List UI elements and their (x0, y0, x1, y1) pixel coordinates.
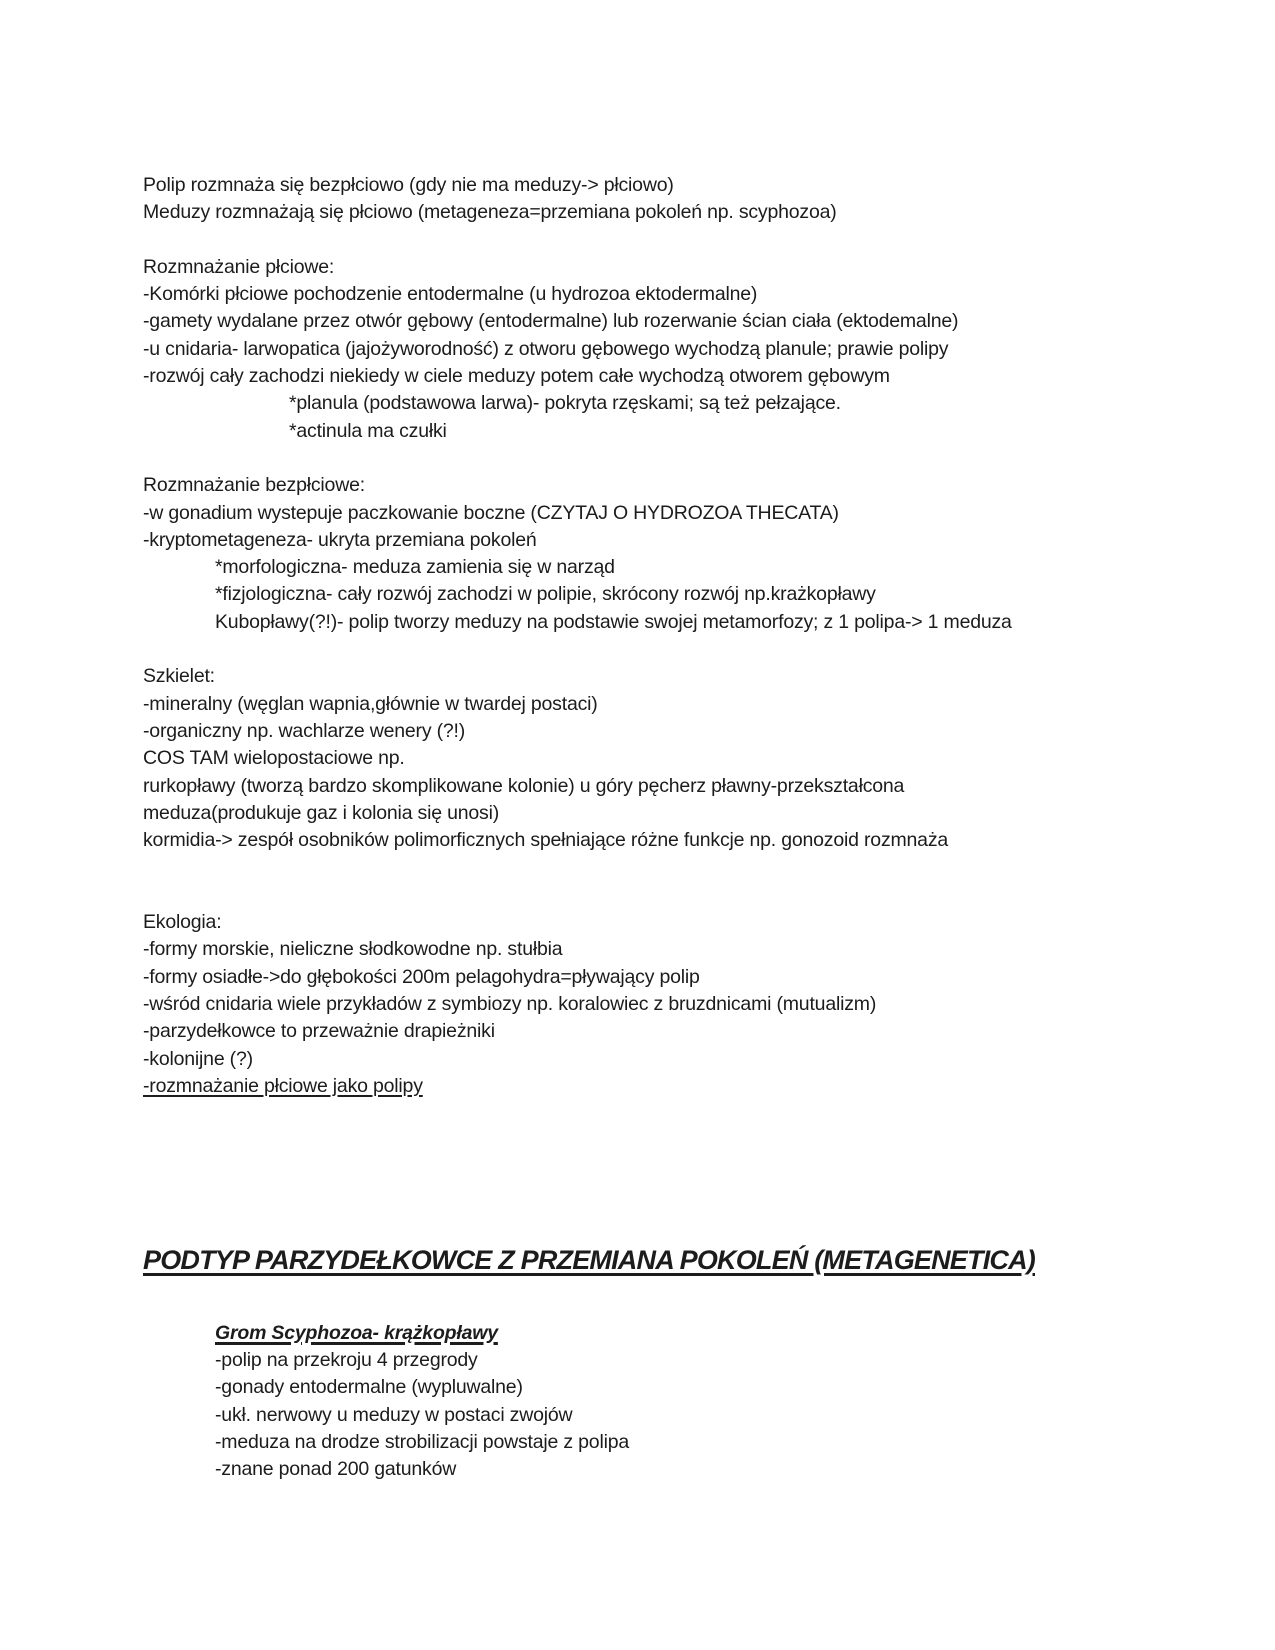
text-line: *morfologiczna- meduza zamienia się w narząd (215, 556, 615, 579)
text-line: -wśród cnidaria wiele przykładów z symbiozy np. koralowiec z bruzdnicami (mutualizm) (143, 992, 877, 1015)
blank-line (143, 445, 1215, 472)
blank-line (143, 854, 1215, 881)
section-heading: PODTYP PARZYDEŁKOWCE Z PRZEMIANA POKOLEŃ (METAGENETICA) (143, 1244, 1035, 1275)
text-line: COS TAM wielopostaciowe np. (143, 747, 405, 770)
text-line: Ekologia: (143, 911, 222, 934)
text-line: -formy morskie, nieliczne słodkowodne np. stułbia (143, 938, 563, 961)
text-line: Meduzy rozmnażają się płciowo (metageneza=przemiana pokoleń np. scyphozoa) (143, 201, 837, 224)
blank-line (143, 636, 1215, 663)
text-line: -ukł. nerwowy u meduzy w postaci zwojów (215, 1403, 573, 1426)
text-line: -gamety wydalane przez otwór gębowy (entodermalne) lub rozerwanie ścian ciała (ektodemalne) (143, 310, 959, 333)
text-line: -mineralny (węglan wapnia,głównie w twardej postaci) (143, 692, 598, 715)
text-line: -gonady entodermalne (wypluwalne) (215, 1376, 523, 1399)
text-line: -parzydełkowce to przeważnie drapieżniki (143, 1020, 495, 1043)
blank-line (143, 1100, 1215, 1127)
text-line: -meduza na drodze strobilizacji powstaje z polipa (215, 1431, 630, 1454)
text-line: Szkielet: (143, 665, 215, 688)
text-line: kormidia-> zespół osobników polimorficznych spełniające różne funkcje np. gonozoid rozmnaża (143, 829, 949, 852)
blank-line (143, 1182, 1215, 1209)
blank-line (143, 1127, 1215, 1154)
text-line: Rozmnażanie płciowe: (143, 255, 335, 278)
text-line: meduza(produkuje gaz i kolonia się unosi) (143, 801, 500, 824)
blank-line (143, 227, 1215, 254)
blank-line (143, 882, 1215, 909)
text-line: Kubopławy(?!)- polip tworzy meduzy na podstawie swojej metamorfozy; z 1 polipa-> 1 meduza (215, 610, 1012, 633)
blank-line (143, 1155, 1215, 1182)
text-line: *actinula ma czułki (289, 419, 447, 442)
text-line: -rozwój cały zachodzi niekiedy w ciele meduzy potem całe wychodzą otworem gębowym (143, 365, 890, 388)
text-line: -polip na przekroju 4 przegrody (215, 1349, 478, 1372)
blank-line (143, 1209, 1215, 1236)
text-line: Rozmnażanie bezpłciowe: (143, 474, 365, 497)
text-line: *planula (podstawowa larwa)- pokryta rzęskami; są też pełzające. (289, 392, 841, 415)
text-line: Polip rozmnaża się bezpłciowo (gdy nie ma meduzy-> płciowo) (143, 174, 674, 196)
text-line: -kolonijne (?) (143, 1047, 253, 1070)
text-line: -kryptometageneza- ukryta przemiana pokoleń (143, 528, 537, 551)
text-line: -formy osiadłe->do głębokości 200m pelagohydra=pływający polip (143, 965, 700, 988)
blank-line (143, 1283, 1215, 1310)
text-line: -u cnidaria- larwopatica (jajożyworodność) z otworu gębowego wychodzą planule; prawie polipy (143, 337, 949, 360)
text-line: *fizjologiczna- cały rozwój zachodzi w polipie, skrócony rozwój np.krażkopławy (215, 583, 876, 606)
document-content (143, 172, 1215, 1484)
text-line: -organiczny np. wachlarze wenery (?!) (143, 719, 466, 742)
text-line: -Komórki płciowe pochodzenie entodermalne (u hydrozoa ektodermalne) (143, 283, 758, 306)
subsection-heading: Grom Scyphozoa- krążkopławy (215, 1321, 498, 1344)
text-line: -znane ponad 200 gatunków (215, 1458, 457, 1481)
text-line: -w gonadium wystepuje paczkowanie boczne (CZYTAJ O HYDROZOA THECATA) (143, 501, 839, 524)
text-line: -rozmnażanie płciowe jako polipy (143, 1074, 423, 1097)
text-line: rurkopławy (tworzą bardzo skomplikowane kolonie) u góry pęcherz pławny-przekształcona (143, 774, 905, 797)
